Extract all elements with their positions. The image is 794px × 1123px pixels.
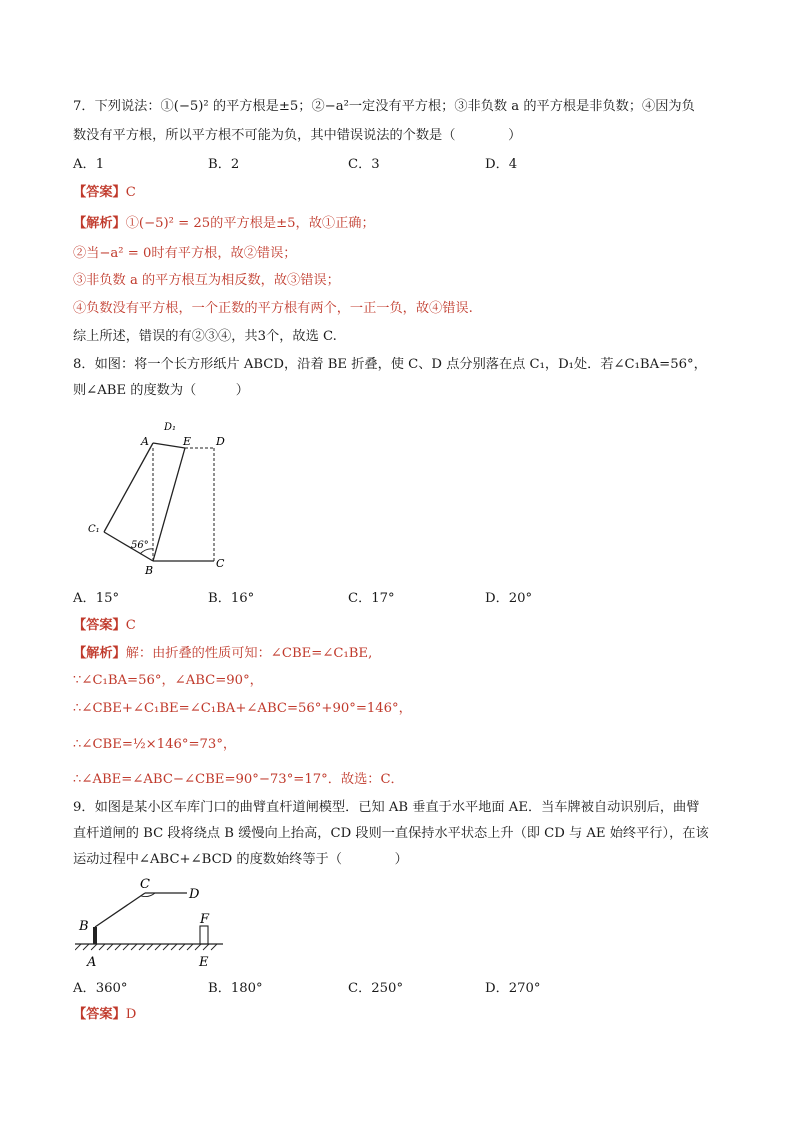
edge-a-e xyxy=(153,443,185,448)
label-c: C xyxy=(140,877,150,892)
q9-stem-line1: 9．如图是某小区车库门口的曲臂直杆道闸模型．已知 AB 垂直于水平地面 AE．当车牌被自动识别后，曲臂 xyxy=(73,800,700,815)
label-c: C xyxy=(216,557,225,570)
q7-option-d: D．4 xyxy=(485,157,518,172)
q8-analysis-line2: ∵∠C₁BA=56°，∠ABC=90°， xyxy=(73,673,263,688)
q7-analysis-line1: 【解析】①(−5)² = 25的平方根是±5，故①正确； xyxy=(73,216,375,231)
q7-answer xyxy=(73,183,136,203)
q9-figure xyxy=(75,876,235,972)
q8-option-c: C．17° xyxy=(348,591,395,606)
q8-option-d: D．20° xyxy=(485,591,533,606)
q9-stem-line2: 直杆道闸的 BC 段将绕点 B 缓慢向上抬高，CD 段则一直保持水平状态上升（即 CD 与 AE 始终平行），在该 xyxy=(73,826,709,841)
answer-tag: 【答案】 xyxy=(73,618,126,633)
q8-figure xyxy=(80,415,250,577)
q9-stem-line3: 运动过程中∠ABC+∠BCD 的度数始终等于（ ） xyxy=(73,852,408,867)
ground-hatching xyxy=(75,944,217,950)
post-ef xyxy=(200,926,208,944)
q9-option-c: C．250° xyxy=(348,981,404,996)
q8-analysis-line1: 【解析】解：由折叠的性质可知：∠CBE=∠C₁BE, xyxy=(73,646,373,661)
label-a: A xyxy=(141,435,149,448)
q9-option-a: A．360° xyxy=(73,981,128,996)
q8-stem-line2: 则∠ABE 的度数为（ ） xyxy=(73,383,249,398)
post-ab xyxy=(93,927,97,944)
q8-analysis-line4: ∴∠CBE=½×146°=73°， xyxy=(73,737,237,752)
answer-value: C xyxy=(125,618,136,633)
label-angle: 56° xyxy=(131,540,149,551)
label-f: F xyxy=(200,912,210,927)
label-c1: C₁ xyxy=(88,524,100,535)
q8-analysis-line5: ∴∠ABE=∠ABC−∠CBE=90°−73°=17°．故选：C． xyxy=(73,772,404,787)
q8-answer xyxy=(73,616,136,636)
q8-analysis-line3: ∴∠CBE+∠C₁BE=∠C₁BA+∠ABC=56°+90°=146°， xyxy=(73,701,412,716)
label-d: D xyxy=(216,435,225,448)
answer-tag: 【答案】 xyxy=(73,1007,126,1022)
q7-analysis-line5: 综上所述，错误的有②③④，共3个，故选 C. xyxy=(73,329,337,344)
q8-stem-line1: 8．如图：将一个长方形纸片 ABCD，沿着 BE 折叠，使 C、D 点分别落在点 C₁，D₁处．若∠C₁BA=56°， xyxy=(73,357,707,372)
q7-analysis-line3: ③非负数 a 的平方根互为相反数，故③错误； xyxy=(73,273,340,288)
label-b: B xyxy=(79,919,89,934)
q7-option-a: A．1 xyxy=(73,157,105,172)
edge-a-c1 xyxy=(104,443,153,532)
arm-bc xyxy=(95,893,145,927)
q7-stem-line2: 数没有平方根，所以平方根不可能为负，其中错误说法的个数是（ ） xyxy=(73,128,522,143)
q7-analysis-line4: ④负数没有平方根，一个正数的平方根有两个，一正一负，故④错误. xyxy=(73,301,473,316)
label-d1: D₁ xyxy=(164,422,177,433)
label-e: E xyxy=(183,435,192,448)
analysis-tag: 【解析】 xyxy=(73,216,126,231)
q7-analysis-line2: ②当−a² = 0时有平方根，故②错误； xyxy=(73,246,297,261)
label-d: D xyxy=(189,887,200,902)
answer-value: C xyxy=(125,185,136,200)
answer-value: D xyxy=(125,1007,137,1022)
label-b: B xyxy=(145,564,154,577)
q9-option-b: B．180° xyxy=(208,981,263,996)
q7-stem-line1: 7．下列说法：①(−5)² 的平方根是±5；②−a²一定没有平方根；③非负数 a 的平方根是非负数；④因为负 xyxy=(73,99,695,114)
q7-option-c: C．3 xyxy=(348,157,380,172)
q8-option-a: A．15° xyxy=(73,591,120,606)
q7-option-b: B．2 xyxy=(208,157,240,172)
edge-b-e xyxy=(153,448,185,561)
q9-option-d: D．270° xyxy=(485,981,541,996)
label-e: E xyxy=(199,955,209,970)
answer-tag: 【答案】 xyxy=(73,185,126,200)
label-a: A xyxy=(87,955,97,970)
q8-option-b: B．16° xyxy=(208,591,255,606)
q9-answer xyxy=(73,1005,136,1025)
analysis-tag: 【解析】 xyxy=(73,646,126,661)
